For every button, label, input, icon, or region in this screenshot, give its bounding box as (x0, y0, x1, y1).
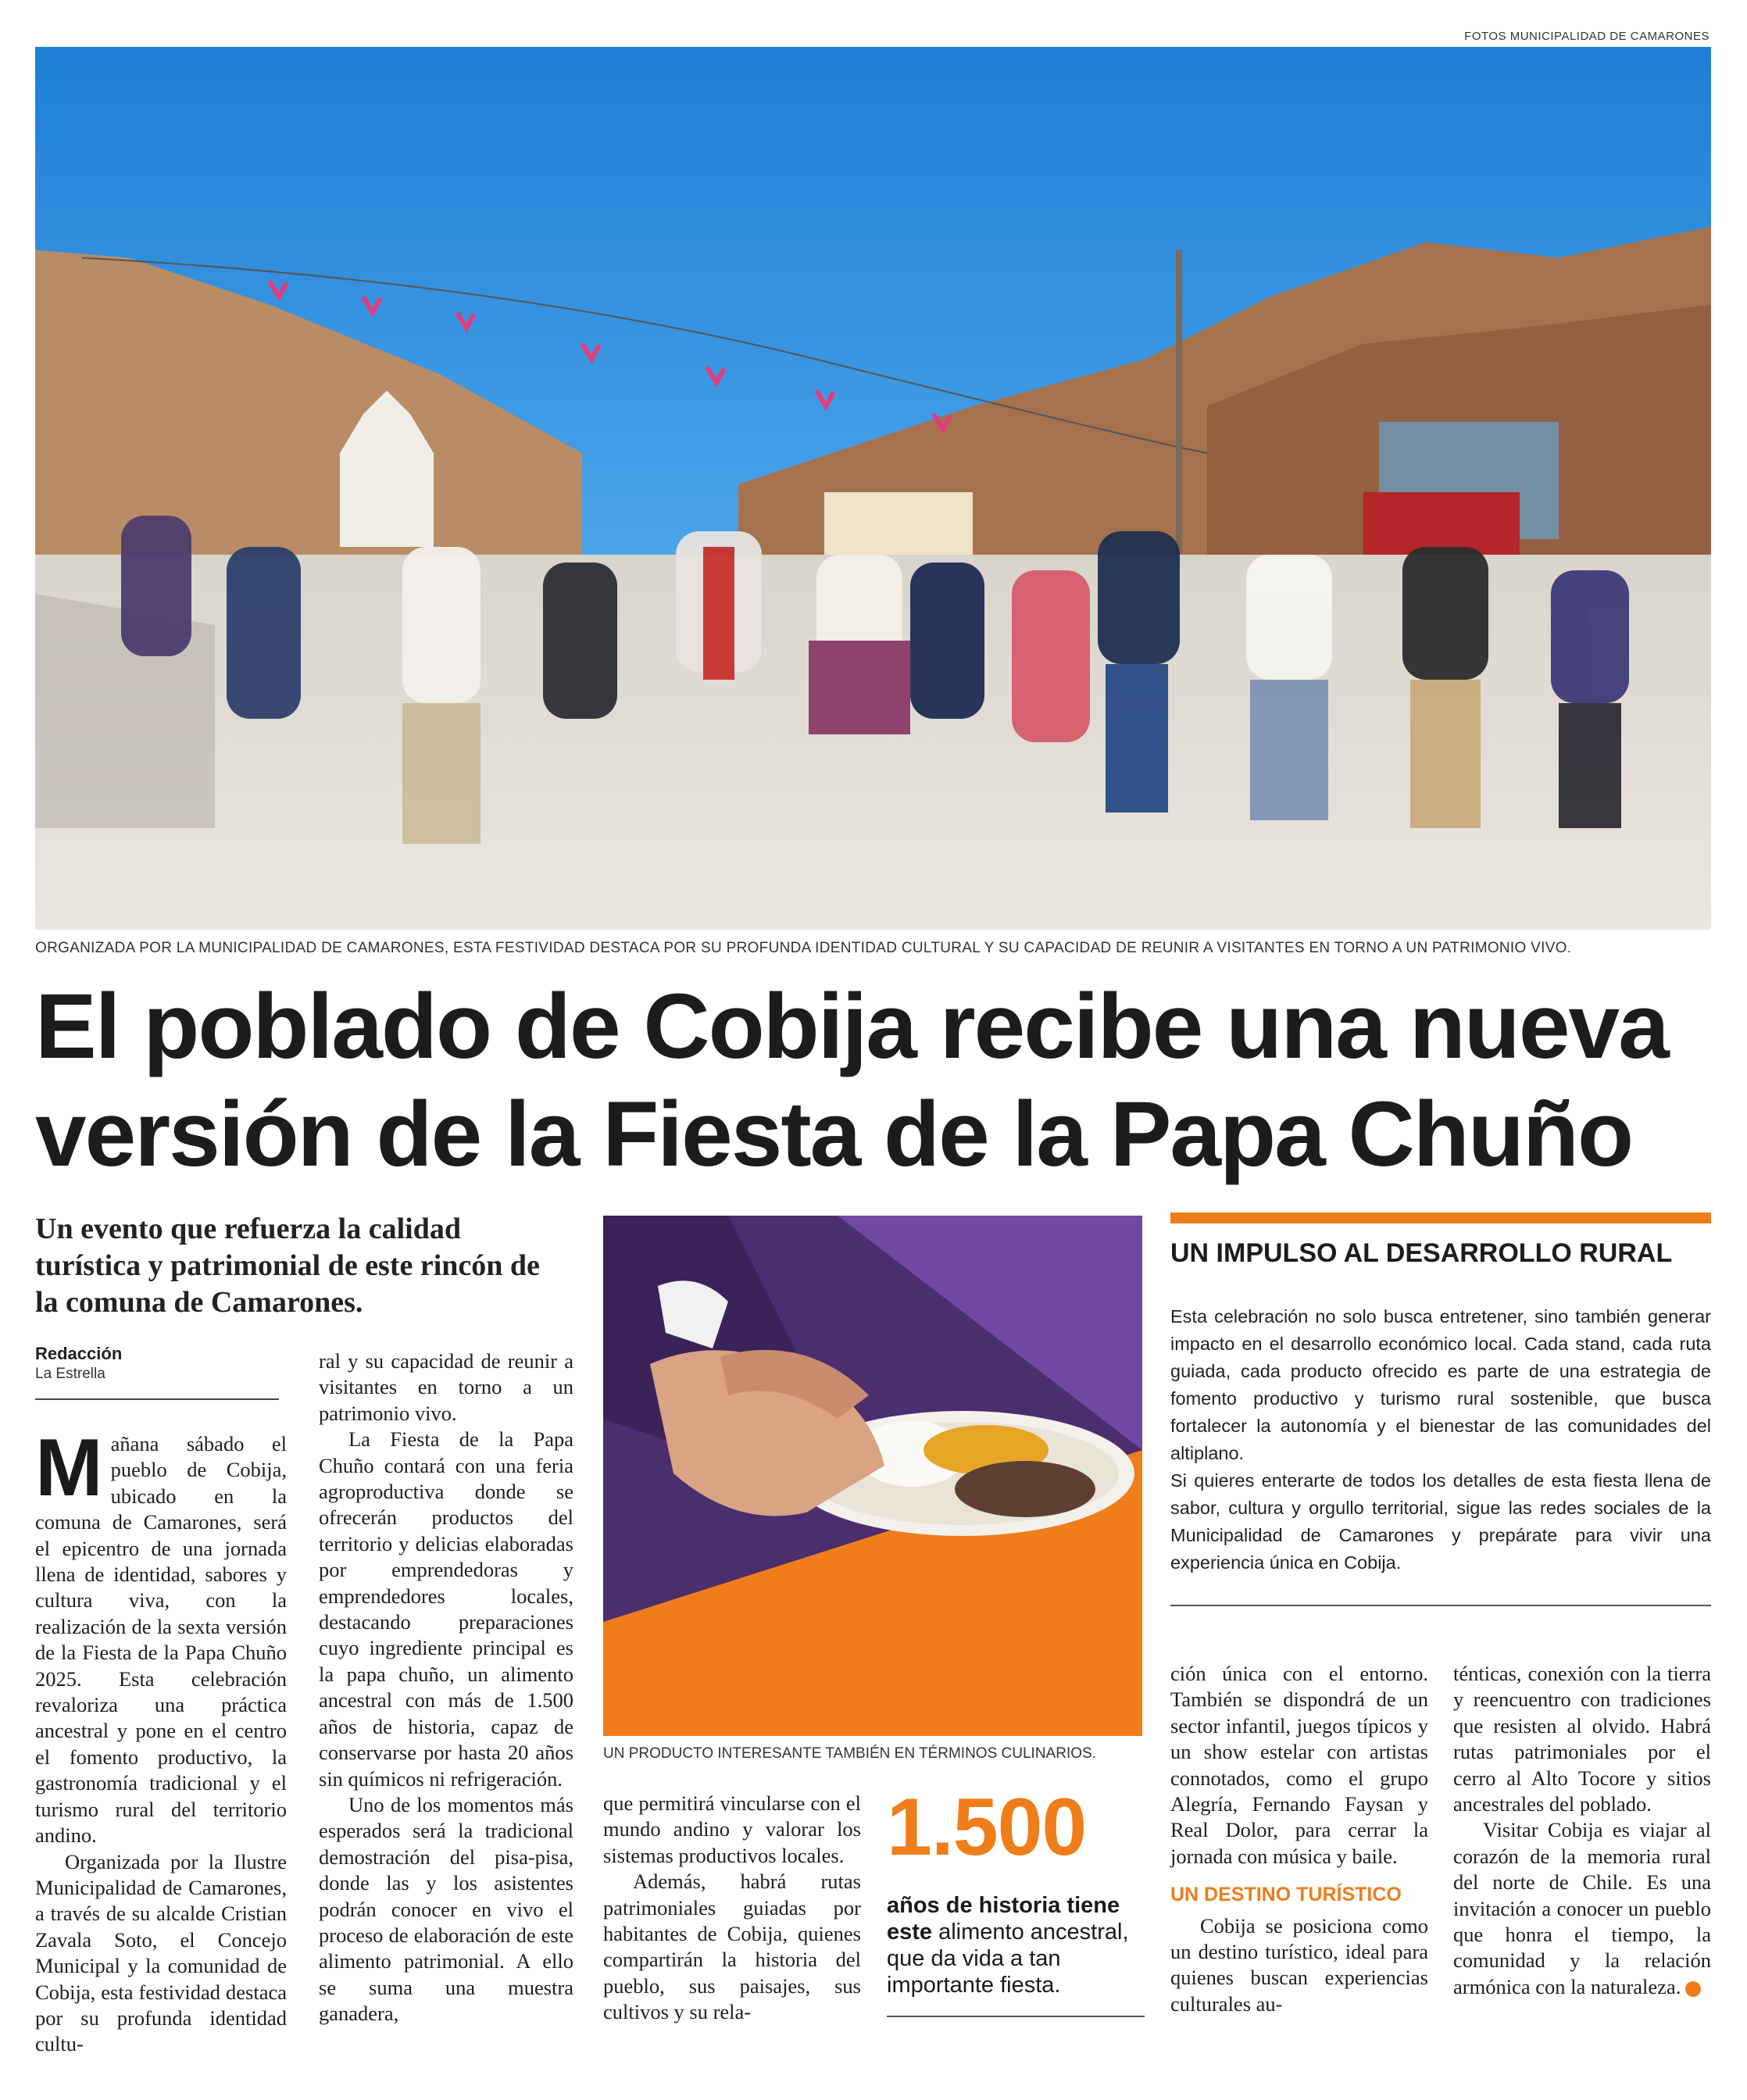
article-paragraph: Uno de los momentos más esperados será la tradicional demostración del pisa-pisa, donde las y los asistentes podrán conocer en vivo el proceso de elaboración de este alimento patrimonial. A ello se suma una muestra ganadera, (319, 1792, 573, 2026)
article-paragraph: La Fiesta de la Papa Chuño contará con una feria agroproductiva donde se ofrecerán productos del territorio y delicias elaboradas por emprendedoras y emprendedores locales, destacando preparaciones cuyo ingrediente principal es la papa chuño, un alimento ancestral con más de 1.500 años de historia, capaz de conservarse por hasta 20 años sin químicos ni refrigeración. (319, 1427, 573, 1791)
article-paragraph: Visitar Cobija es viajar al corazón de la memoria rural del norte de Chile. Es una invitación a conocer un pueblo que honra el tiempo, la comunidad y la relación armónica con la naturaleza. ✪ (1453, 1818, 1725, 1998)
headline (35, 973, 1731, 1188)
article-column-4 (1170, 1661, 1428, 2017)
article-paragraph: ción única con el entorno. También se dispondrá de un sector infantil, juegos típicos y un show estelar con artistas connotados, como el grupo Alegría, Fernando Faysan y Real Dolor, para cerrar la jornada con música y baile. (1170, 1662, 1428, 1868)
article-column-2 (319, 1348, 573, 2027)
subheadline: Un evento que refuerza la calidad turística y patrimonial de este rincón de la comuna de Camarones. (35, 1212, 540, 1319)
hero-photo (35, 47, 1711, 930)
sidebar-text (1170, 1303, 1711, 1577)
byline-name: Redacción (35, 1344, 123, 1363)
article-column-1 (35, 1423, 287, 2058)
article-column-3 (603, 1791, 861, 2026)
headline-line-1: El poblado de Cobija recibe una nueva (35, 975, 1668, 1078)
photo-credit: FOTOS MUNICIPALIDAD DE CAMARONES (1464, 30, 1709, 43)
drop-cap: M (35, 1423, 103, 1513)
byline-divider (35, 1398, 279, 1400)
food-photo (603, 1216, 1142, 1736)
sidebar-accent-bar (1170, 1212, 1711, 1223)
article-paragraph: Cobija se posiciona como un destino turístico, ideal para quienes buscan experiencias culturales au- (1170, 1913, 1428, 2016)
stat-pullquote (887, 1892, 1145, 1998)
food-photo-illustration (603, 1216, 1142, 1736)
article-paragraph: Organizada por la Ilustre Municipalidad de Camarones, a través de su alcalde Cristian Zavala Soto, el Concejo Municipal y la comunidad de Cobija, esta festividad destaca por su profunda identidad cultu- (35, 1849, 287, 2056)
sidebar-divider (1170, 1605, 1711, 1606)
article-column-5 (1453, 1661, 1725, 2000)
hero-photo-illustration (35, 47, 1711, 930)
food-caption: UN PRODUCTO INTERESANTE TAMBIÉN EN TÉRMINOS CULINARIOS. (603, 1745, 1096, 1762)
stat-divider (887, 2016, 1145, 2017)
byline-organization: La Estrella (35, 1366, 105, 1382)
end-of-article-icon: ✪ (1685, 1981, 1701, 1997)
sidebar-paragraph: Si quieres enterarte de todos los detalles de esta fiesta llena de sabor, cultura y orgullo territorial, sigue las redes sociales de la Municipalidad de Camarones y prepárate para vivir una experiencia única en Cobija. (1170, 1470, 1711, 1573)
headline-line-2: versión de la Fiesta de la Papa Chuño (35, 1083, 1633, 1186)
stat-bold: años de historia tiene este (887, 1893, 1120, 1945)
hero-caption: ORGANIZADA POR LA MUNICIPALIDAD DE CAMARONES, ESTA FESTIVIDAD DESTACA POR SU PROFUNDA IDENTIDAD CULTURAL Y SU CAPACIDAD DE REUNIR A VISITANTES EN TORNO A UN PATRIMONIO VIVO. (35, 940, 1572, 956)
article-paragraph: ral y su capacidad de reunir a visitantes en torno a un patrimonio vivo. (319, 1349, 573, 1425)
sidebar-title: UN IMPULSO AL DESARROLLO RURAL (1170, 1238, 1673, 1268)
article-paragraph: que permitirá vincularse con el mundo andino y valorar los sistemas productivos locales. (603, 1791, 861, 1867)
stat-rest: alimento ancestral, que da vida a tan importante fiesta. (887, 1920, 1129, 1998)
article-paragraph: Mañana sábado el pueblo de Cobija, ubicado en la comuna de Camarones, será el epicentro de una jornada llena de identidad, sabores y cultura viva, con la realización de la sexta versión de la Fiesta de la Papa Chuño 2025. Esta celebración revaloriza una práctica ancestral y pone en el centro el fomento productivo, la gastronomía tradicional y el turismo rural del territorio andino. (35, 1423, 287, 1848)
article-paragraph: ténticas, conexión con la tierra y reencuentro con tradiciones que resisten al olvido. Habrá rutas patrimoniales por el cerro al Alto Tocore y sitios ancestrales del poblado. (1453, 1662, 1711, 1816)
article-paragraph: Además, habrá rutas patrimoniales guiadas por habitantes de Cobija, quienes compartirán la historia del pueblo, sus paisajes, sus cultivos y su rela- (603, 1870, 861, 2024)
section-heading: UN DESTINO TURÍSTICO (1170, 1884, 1402, 1906)
sidebar-paragraph: Esta celebración no solo busca entretener, sino también generar impacto en el desarrollo económico local. Cada stand, cada ruta guiada, cada producto ofrecido es parte de una estrategia de fomento productivo y turismo rural sostenible, que busca fortalecer la autonomía y el bienestar de las comunidades del altiplano. (1170, 1306, 1711, 1463)
stat-number: 1.500 (887, 1782, 1087, 1873)
